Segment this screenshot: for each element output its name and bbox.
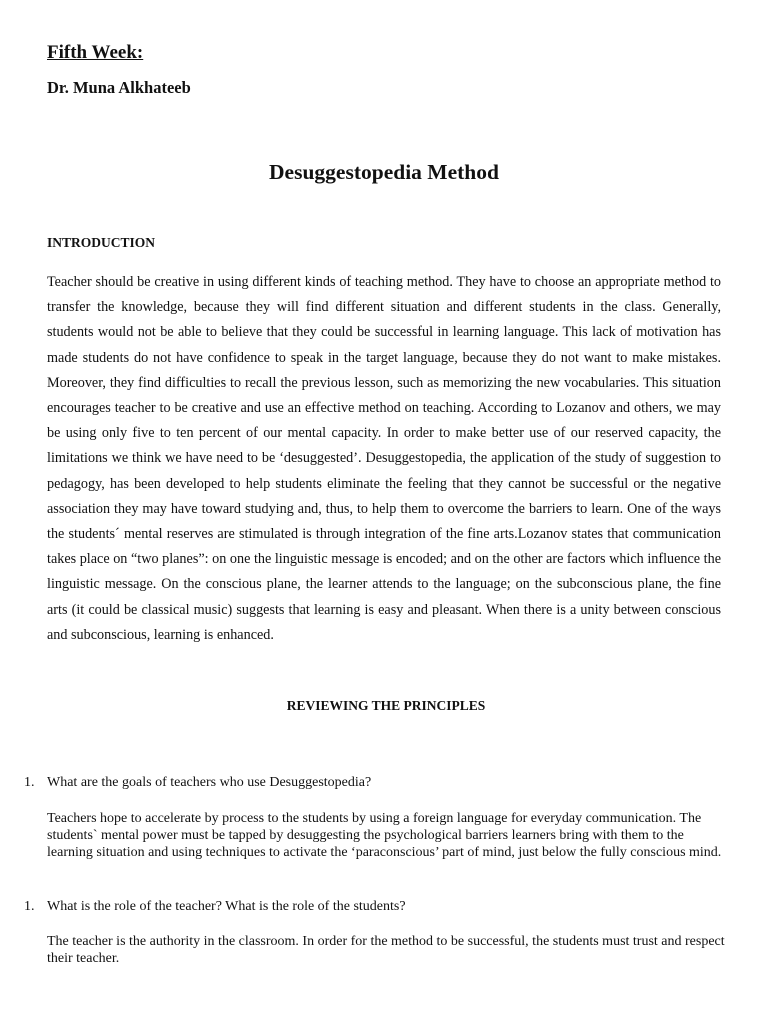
document-title: Desuggestopedia Method <box>269 160 499 184</box>
author-name: Dr. Muna Alkhateeb <box>47 78 191 97</box>
question-number: 1. <box>24 899 35 914</box>
question-text: What are the goals of teachers who use Desuggestopedia? <box>47 775 372 790</box>
question-text: What is the role of the teacher? What is the role of the students? <box>47 899 406 914</box>
introduction-paragraph: Teacher should be creative in using different kinds of teaching method. They have to choose an appropriate method to transfer the knowledge, because they will find different situation and different students in the class. Generally, students would not be able to believe that they could be successful in learning language. This lack of motivation has made students do not have confidence to speak in the target language, because they do not want to make mistakes. Moreover, they find difficulties to recall the previous lesson, such as memorizing the new vocabularies. This situation encourages teacher to be creative and use an effective method on teaching. According to Lozanov and others, we may be using only five to ten percent of our mental capacity. In order to make better use of our reserved capacity, the limitations we think we have need to be ‘desuggested’. Desuggestopedia, the application of the study of suggestion to pedagogy, has been developed to help students eliminate the feeling that they cannot be successful or the negative association they may have toward studying and, thus, to help them to overcome the barriers to learn. One of the ways the students´ mental reserves are stimulated is through integration of the fine arts.Lozanov states that communication takes place on “two planes”: on one the linguistic message is encoded; and on the other are factors which influence the linguistic message. On the conscious plane, the learner attends to the language; on the subconscious plane, the fine arts (it could be classical music) suggests that learning is easy and pleasant. When there is a unity between conscious and subconscious, learning is enhanced. <box>47 274 721 643</box>
week-heading: Fifth Week: <box>47 42 144 63</box>
principles-heading: REVIEWING THE PRINCIPLES <box>286 698 486 713</box>
question-number: 1. <box>24 775 35 790</box>
answer-text: The teacher is the authority in the classroom. In order for the method to be successful, the students must trust and respect their teacher. <box>47 934 725 966</box>
introduction-heading: INTRODUCTION <box>47 235 156 250</box>
answer-text: Teachers hope to accelerate by process to the students by using a foreign language for everyday communication. The students` mental power must be tapped by desuggesting the psychological barriers learners bring with them to the learning situation and using techniques to activate the ‘paraconscious’ part of mind, just below the fully conscious mind. <box>47 811 722 860</box>
